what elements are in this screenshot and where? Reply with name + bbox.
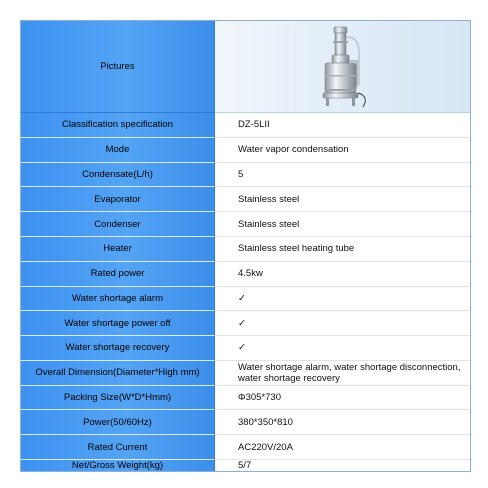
row-label-rated-current: Rated Current bbox=[21, 435, 215, 460]
row-label-water-shortage-recovery: Water shortage recovery bbox=[21, 336, 215, 361]
row-value-weight: 5/7 bbox=[215, 460, 470, 471]
row-label-mode: Mode bbox=[21, 138, 215, 163]
check-icon: ✓ bbox=[215, 336, 470, 361]
product-photo bbox=[215, 21, 470, 113]
row-label-rated-power: Rated power bbox=[21, 262, 215, 287]
row-label-packing-size: Packing Size(W*D*Hmm) bbox=[21, 386, 215, 411]
row-label-water-shortage-alarm: Water shortage alarm bbox=[21, 287, 215, 312]
row-value-heater: Stainless steel heating tube bbox=[215, 237, 470, 262]
row-label-classification: Classification specification bbox=[21, 113, 215, 138]
row-value-power: 380*350*810 bbox=[215, 410, 470, 435]
pictures-label: Pictures bbox=[21, 21, 215, 113]
row-label-condensate: Condensate(L/h) bbox=[21, 163, 215, 188]
row-value-rated-power: 4.5kw bbox=[215, 262, 470, 287]
row-label-heater: Heater bbox=[21, 237, 215, 262]
spec-table bbox=[20, 20, 471, 472]
row-value-condenser: Stainless steel bbox=[215, 212, 470, 237]
row-value-mode: Water vapor condensation bbox=[215, 138, 470, 163]
row-label-condenser: Condenser bbox=[21, 212, 215, 237]
check-icon: ✓ bbox=[215, 287, 470, 312]
row-label-overall-dimension: Overall Dimension(Diameter*High mm) bbox=[21, 361, 215, 386]
row-label-evaporator: Evaporator bbox=[21, 187, 215, 212]
row-value-evaporator: Stainless steel bbox=[215, 187, 470, 212]
row-value-classification: DZ-5LII bbox=[215, 113, 470, 138]
row-label-water-shortage-power-off: Water shortage power off bbox=[21, 311, 215, 336]
row-label-weight: Net/Gross Weight(kg) bbox=[21, 460, 215, 471]
row-value-packing-size: Φ305*730 bbox=[215, 386, 470, 411]
row-value-condensate: 5 bbox=[215, 163, 470, 188]
water-distiller-icon bbox=[311, 23, 375, 111]
check-icon: ✓ bbox=[215, 311, 470, 336]
row-label-power: Power(50/60Hz) bbox=[21, 410, 215, 435]
row-value-rated-current: AC220V/20A bbox=[215, 435, 470, 460]
row-value-overall-dimension: Water shortage alarm, water shortage disconnection, water shortage recovery bbox=[215, 361, 470, 386]
